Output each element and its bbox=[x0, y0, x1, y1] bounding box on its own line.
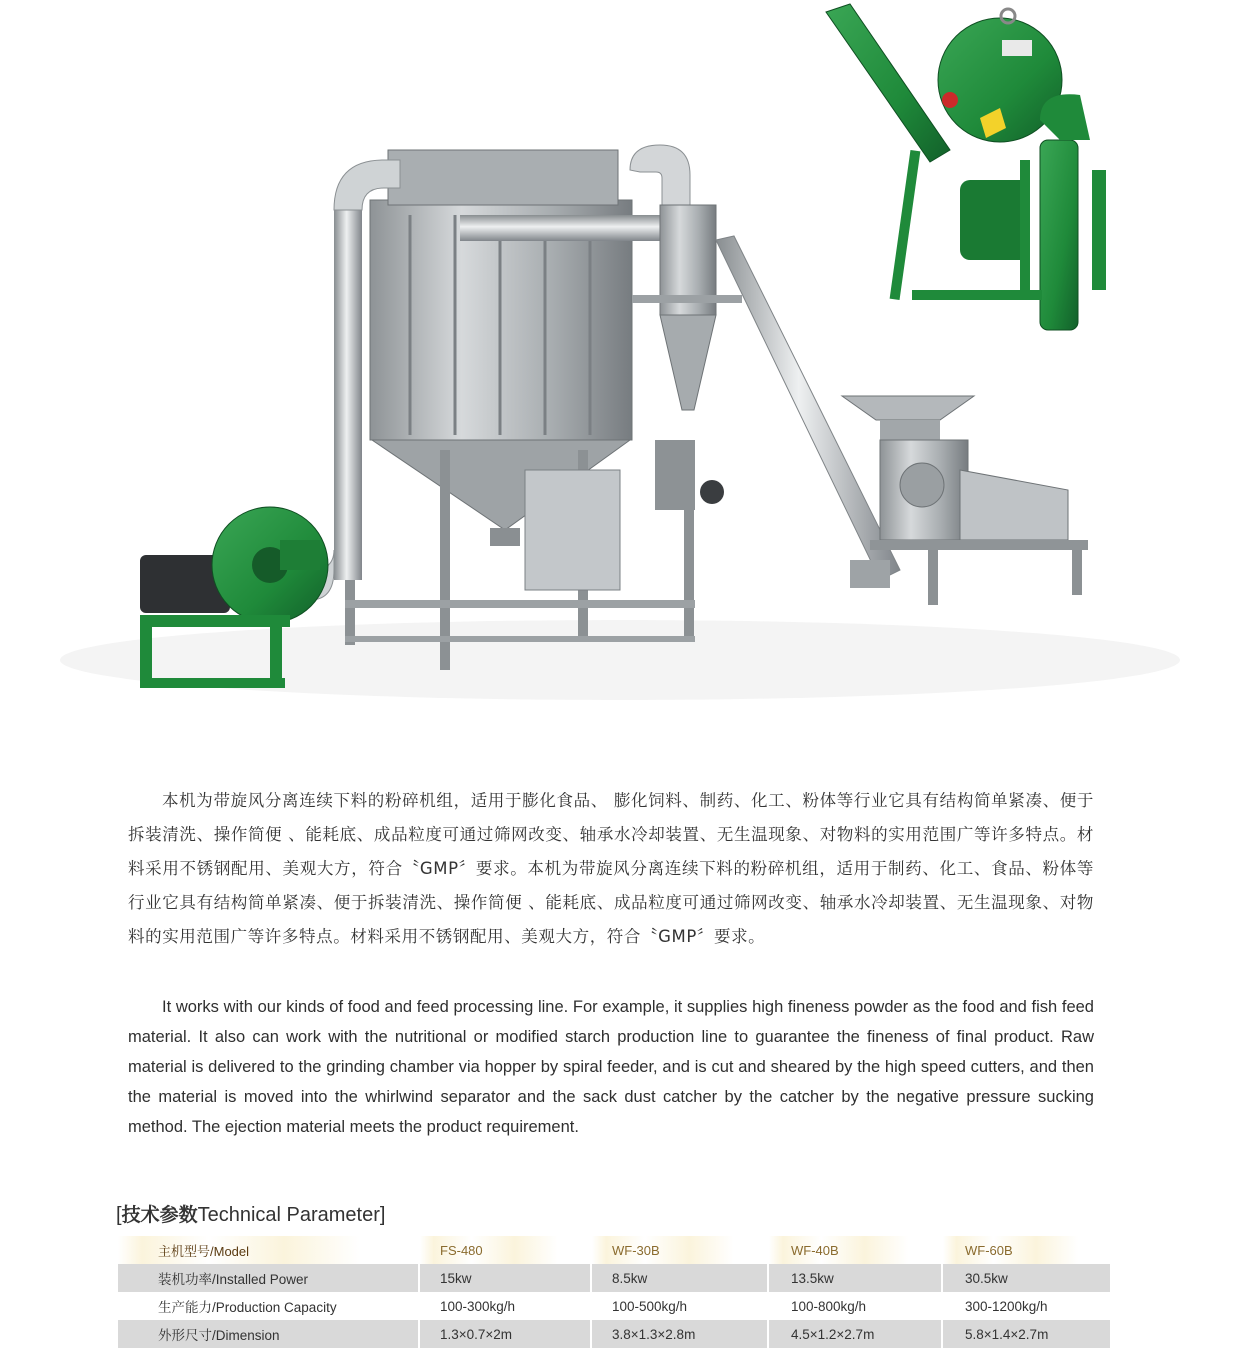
table-cell: 3.8×1.3×2.8m bbox=[592, 1320, 769, 1348]
description-chinese: 本机为带旋风分离连续下料的粉碎机组，适用于膨化食品、 膨化饲料、制药、化工、粉体等行业它具有结构简单紧凑、便于拆装清洗、操作简便 、能耗底、成品粒度可通过筛网改变、轴承水冷却装置、无生温现象、对物料的实用范围广等许多特点。材料采用不锈钢配用、美观大方，符合〝GMP〞要求。本机为带旋风分离连续下料的粉碎机组，适用于制药、化工、食品、粉体等行业它具有结构简单紧凑、便于拆装清洗、操作简便 、能耗底、成品粒度可通过筛网改变、轴承水冷却装置、无生温现象、对物料的实用范围广等许多特点。材料采用不锈钢配用、美观大方，符合〝GMP〞要求。 bbox=[128, 791, 1094, 946]
table-cell: 4.5×1.2×2.7m bbox=[769, 1320, 943, 1348]
dust-collector bbox=[345, 150, 695, 670]
row-label bbox=[118, 1236, 420, 1264]
table-row bbox=[118, 1292, 1112, 1320]
table-cell: 30.5kw bbox=[943, 1264, 1112, 1292]
heading-open-bracket: [ bbox=[116, 1204, 122, 1226]
table-cell: 8.5kw bbox=[592, 1264, 769, 1292]
table-cell: 15kw bbox=[420, 1264, 592, 1292]
row-label-en: /Production Capacity bbox=[212, 1300, 337, 1315]
table-cell: FS-480 bbox=[420, 1236, 592, 1264]
cyclone-separator bbox=[630, 145, 742, 510]
table-cell: 1.3×0.7×2m bbox=[420, 1320, 592, 1348]
row-label bbox=[118, 1264, 420, 1292]
table-cell: 100-300kg/h bbox=[420, 1292, 592, 1320]
row-label-zh: 生产能力 bbox=[158, 1300, 212, 1316]
row-label-zh: 外形尺寸 bbox=[158, 1328, 212, 1344]
row-label bbox=[118, 1292, 420, 1320]
green-grinder bbox=[826, 4, 1106, 330]
table-cell: 100-500kg/h bbox=[592, 1292, 769, 1320]
row-label-zh: 装机功率 bbox=[158, 1272, 212, 1288]
row-label-en: /Dimension bbox=[212, 1328, 280, 1343]
table-row bbox=[118, 1264, 1112, 1292]
technical-parameter-heading bbox=[116, 1200, 385, 1227]
heading-en: Technical Parameter bbox=[197, 1204, 380, 1226]
table-cell: 5.8×1.4×2.7m bbox=[943, 1320, 1112, 1348]
row-label-zh: 主机型号 bbox=[158, 1244, 211, 1260]
table-cell: 300-1200kg/h bbox=[943, 1292, 1112, 1320]
table-cell: 13.5kw bbox=[769, 1264, 943, 1292]
table-row bbox=[118, 1236, 1112, 1264]
table-cell: WF-30B bbox=[592, 1236, 769, 1264]
table-cell: WF-40B bbox=[769, 1236, 943, 1264]
heading-close-bracket: ] bbox=[379, 1204, 386, 1226]
description-english: It works with our kinds of food and feed processing line. For example, it supplies high fineness powder as the food and fish feed material. It also can work with the nutritional or modified starch production line to guarantee the fineness of final product. Raw material is delivered to the grinding chamber via hopper by spiral feeder, and is cut and sheared by the high speed cutters, and then the material is moved into the whirlwind separator and the sack dust catcher by the catcher by the negative pressure sucking method. The ejection material meets the product requirement. bbox=[128, 998, 1094, 1136]
row-label-en: /Installed Power bbox=[212, 1272, 309, 1287]
row-label bbox=[118, 1320, 420, 1348]
row-label-en: /Model bbox=[210, 1243, 250, 1259]
table-cell: WF-60B bbox=[943, 1236, 1112, 1264]
heading-zh: 技术参数 bbox=[121, 1204, 198, 1226]
technical-parameter-table bbox=[118, 1236, 1112, 1348]
table-cell: 100-800kg/h bbox=[769, 1292, 943, 1320]
table-row bbox=[118, 1320, 1112, 1348]
